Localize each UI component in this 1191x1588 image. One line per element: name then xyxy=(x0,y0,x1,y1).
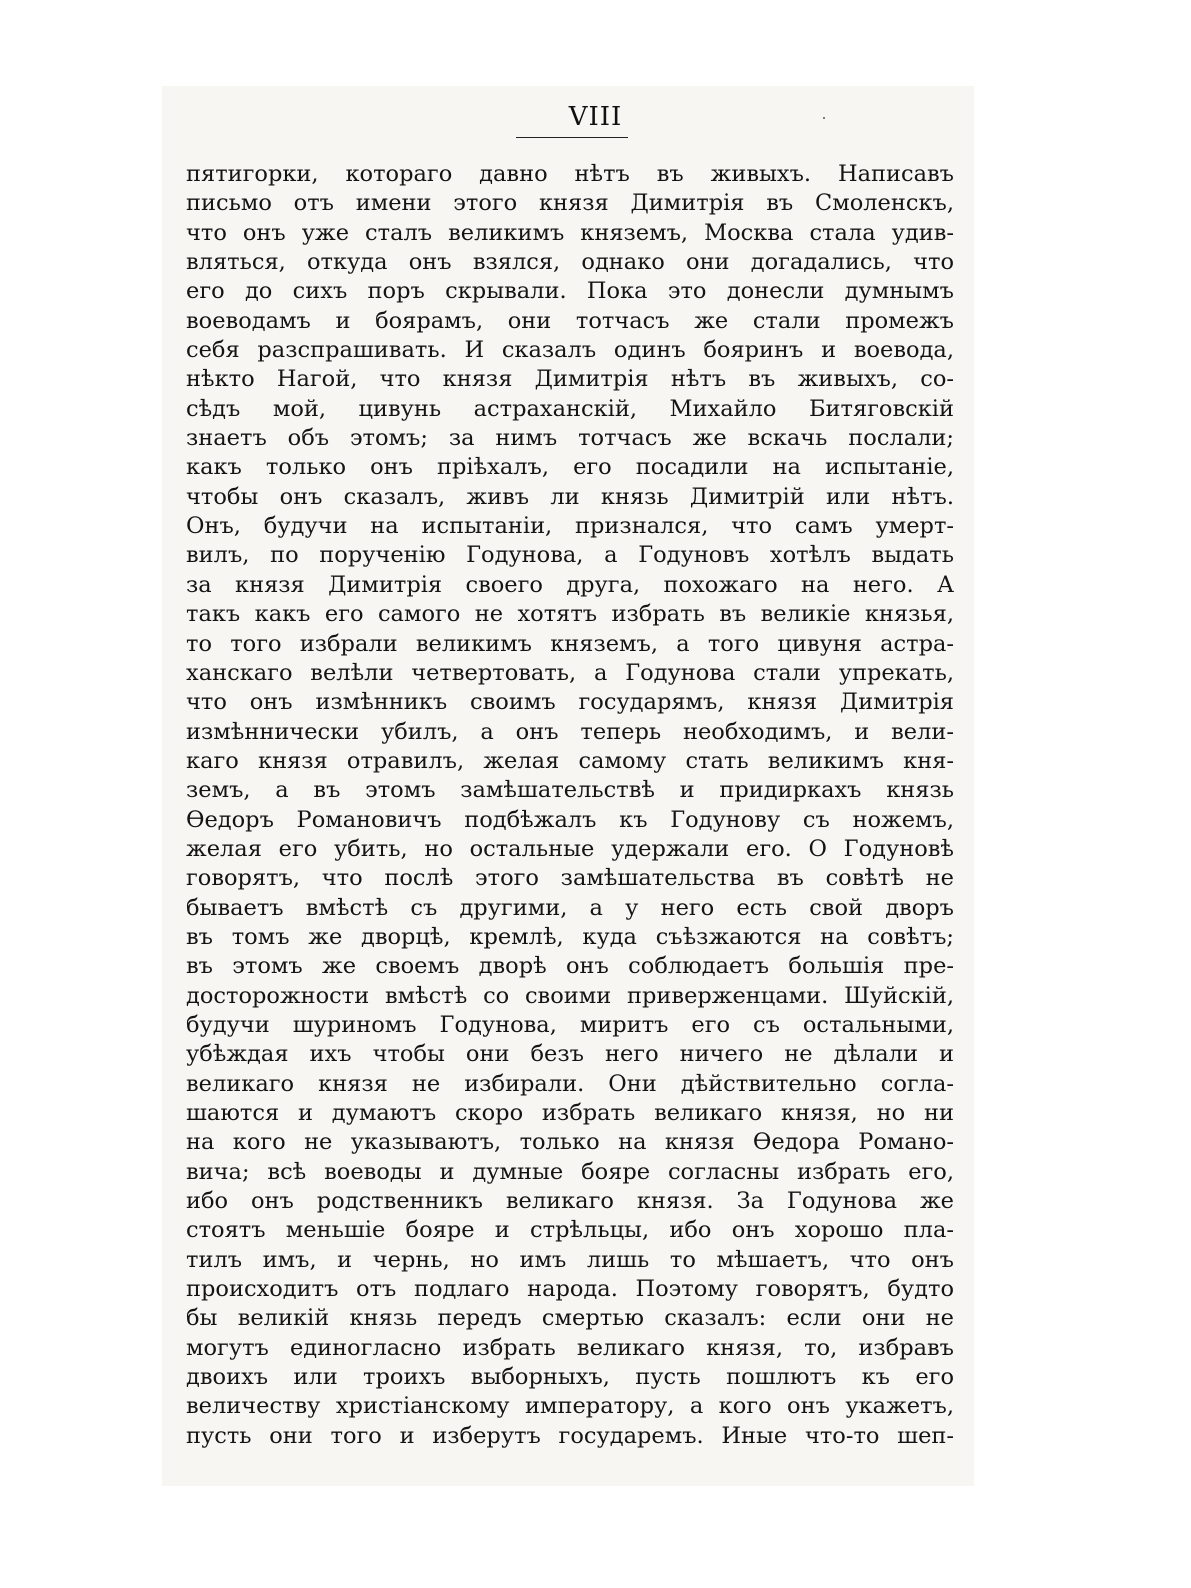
text-line: какъ только онъ пріѣхалъ, его посадили на испытаніе, xyxy=(186,454,954,481)
text-line: бы великій князь передъ смертью сказалъ: если они не xyxy=(186,1305,954,1332)
text-line: происходитъ отъ подлаго народа. Поэтому говорятъ, будто xyxy=(186,1276,954,1303)
text-line: желая его убить, но остальные удержали его. О Годуновѣ xyxy=(186,835,954,862)
text-line: пусть они того и изберутъ государемъ. Иные что-то шеп- xyxy=(186,1422,954,1449)
text-line: сѣдъ мой, цивунь астраханскій, Михайло Битяговскій xyxy=(186,395,954,422)
margin-speck xyxy=(823,117,825,119)
text-line: каго князя отравилъ, желая самому стать великимъ кня- xyxy=(186,747,954,774)
text-line: чтобы онъ сказалъ, живъ ли князь Димитрій или нѣтъ. xyxy=(186,483,954,510)
text-line: бываетъ вмѣстѣ съ другими, а у него есть свой дворъ xyxy=(186,894,954,921)
text-line: шаются и думаютъ скоро избрать великаго князя, но ни xyxy=(186,1100,954,1126)
text-line: знаетъ объ этомъ; за нимъ тотчасъ же вскачь послали; xyxy=(186,425,954,452)
text-line: что онъ уже сталъ великимъ княземъ, Москва стала удив- xyxy=(186,219,954,246)
text-line: тилъ имъ, и чернь, но имъ лишь то мѣшаетъ, что онъ xyxy=(186,1246,954,1273)
text-line: стоятъ меньшіе бояре и стрѣльцы, ибо онъ хорошо пла- xyxy=(186,1217,954,1244)
text-line: себя разспрашивать. И сказалъ одинъ бояринъ и воевода, xyxy=(186,337,954,364)
text-line: великаго князя не избирали. Они дѣйствительно согла- xyxy=(186,1070,954,1097)
text-line: на кого не указываютъ, только на князя Ѳедора Романо- xyxy=(186,1129,954,1156)
text-line: земъ, а въ этомъ замѣшательствѣ и придиркахъ князь xyxy=(186,777,954,804)
text-line: вилъ, по порученію Годунова, а Годуновъ хотѣлъ выдать xyxy=(186,542,954,569)
page-number: VIII xyxy=(568,102,623,132)
text-line: въ томъ же дворцѣ, кремлѣ, куда съѣзжаются на совѣтъ; xyxy=(186,923,954,950)
text-line: вича; всѣ воеводы и думные бояре согласны избрать его, xyxy=(186,1158,954,1185)
text-line: такъ какъ его самого не хотятъ избрать въ великіе князья, xyxy=(186,601,954,628)
text-line: его до сихъ поръ скрывали. Пока это донесли думнымъ xyxy=(186,278,954,305)
text-line: двоихъ или троихъ выборныхъ, пусть пошлютъ къ его xyxy=(186,1364,954,1391)
text-line: за князя Димитрія своего друга, похожаго на него. А xyxy=(186,571,954,598)
page-number-rule xyxy=(516,137,628,138)
text-line: величеству христіанскому императору, а кого онъ укажетъ, xyxy=(186,1393,954,1420)
text-line: то того избрали великимъ княземъ, а того цивуня астра- xyxy=(186,630,954,657)
text-line: Онъ, будучи на испытаніи, признался, что самъ умерт- xyxy=(186,513,954,540)
text-line: письмо отъ имени этого князя Димитрія въ Смоленскъ, xyxy=(186,190,954,217)
text-line: убѣждая ихъ чтобы они безъ него ничего не дѣлали и xyxy=(186,1041,954,1068)
body-text xyxy=(186,160,954,1451)
text-line: въ этомъ же своемъ дворѣ онъ соблюдаетъ большія пре- xyxy=(186,953,954,980)
text-line: могутъ единогласно избрать великаго князя, то, избравъ xyxy=(186,1334,954,1361)
text-line: будучи шуриномъ Годунова, миритъ его съ остальными, xyxy=(186,1011,954,1038)
text-line: говорятъ, что послѣ этого замѣшательства въ совѣтѣ не xyxy=(186,865,954,892)
text-line: досторожности вмѣстѣ со своими приверженцами. Шуйскій, xyxy=(186,982,954,1009)
text-line: ханскаго велѣли четвертовать, а Годунова стали упрекать, xyxy=(186,659,954,686)
text-line: пятигорки, котораго давно нѣтъ въ живыхъ. Написавъ xyxy=(186,161,954,187)
text-line: Ѳедоръ Романовичъ подбѣжалъ къ Годунову съ ножемъ, xyxy=(186,806,954,833)
text-line: нѣкто Нагой, что князя Димитрія нѣтъ въ живыхъ, со- xyxy=(186,366,954,393)
text-line: вляться, откуда онъ взялся, однако они догадались, что xyxy=(186,249,954,276)
text-line: измѣннически убилъ, а онъ теперь необходимъ, и вели- xyxy=(186,718,954,745)
text-line: воеводамъ и боярамъ, они тотчасъ же стали промежъ xyxy=(186,307,954,334)
text-line: ибо онъ родственникъ великаго князя. За Годунова же xyxy=(186,1188,954,1215)
text-line: что онъ измѣнникъ своимъ государямъ, князя Димитрія xyxy=(186,689,954,716)
